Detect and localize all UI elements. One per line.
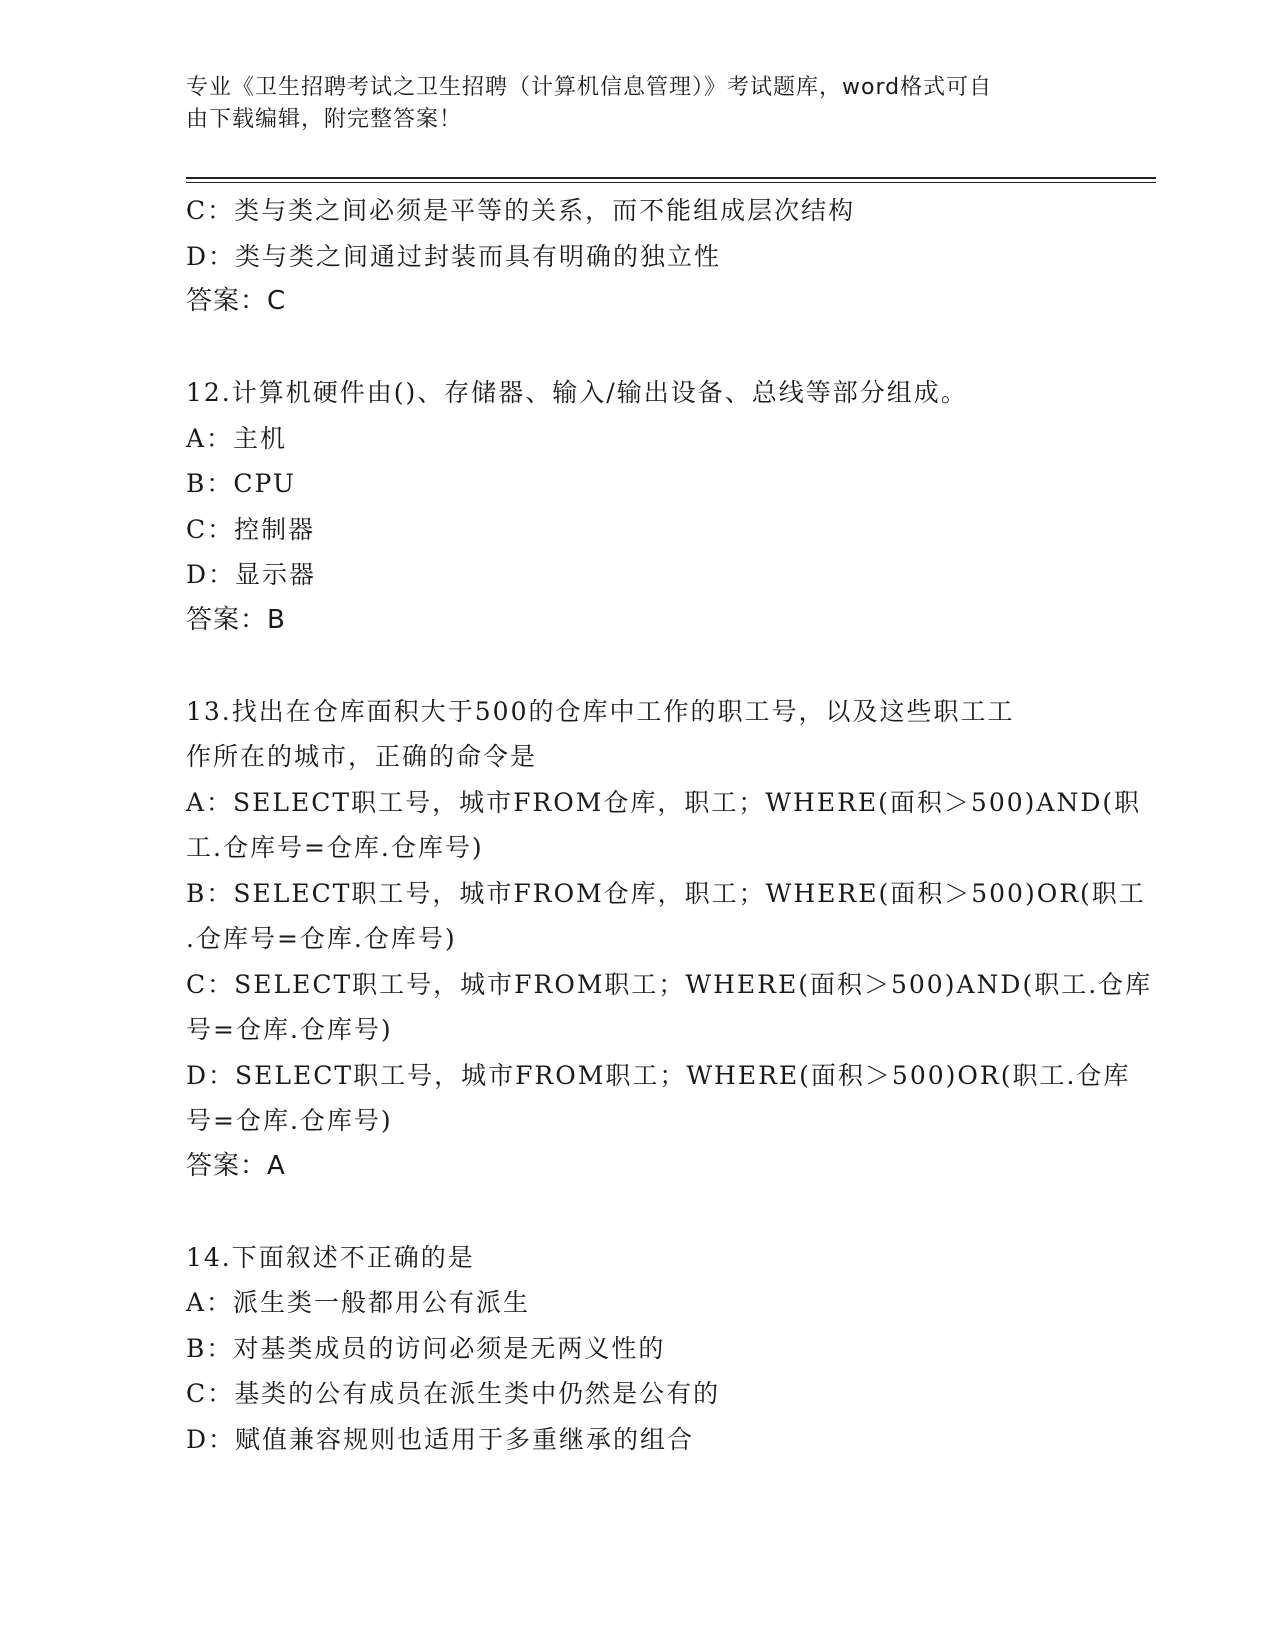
spacer [186,325,1086,371]
option-c: C：类与类之间必须是平等的关系，而不能组成层次结构 [186,196,856,225]
option-c: C：控制器 [186,514,316,544]
option-a-line-1: A：SELECT职工号，城市FROM仓库，职工；WHERE(面积＞500)AND(职 [186,787,1142,817]
question-stem: 12.计算机硬件由()、存储器、输入/输出设备、总线等部分组成。 [186,378,968,407]
question-content [186,188,1153,1462]
option-d-line-1: D：SELECT职工号，城市FROM职工；WHERE(面积＞500)OR(职工.仓库 [186,1060,1131,1090]
option-d-line-2: 号=仓库.仓库号) [186,1106,393,1135]
header-divider-thin [186,182,1156,183]
answer-label: 答案：C [186,286,287,316]
option-c: C：基类的公有成员在派生类中仍然是公有的 [186,1379,721,1408]
option-b: B：对基类成员的访问必须是无两义性的 [186,1333,666,1363]
option-c-line-2: 号=仓库.仓库号) [186,1015,393,1044]
option-d: D：显示器 [186,560,317,589]
answer-label: 答案：A [186,1150,286,1181]
option-b: B：CPU [186,469,296,498]
question-stem-line-2: 作所在的城市，正确的命令是 [186,742,538,771]
header-divider-thick [186,177,1156,179]
spacer [186,643,1086,689]
question-13 [186,689,1153,1190]
option-c-line-1: C：SELECT职工号，城市FROM职工；WHERE(面积＞500)AND(职工.仓库 [186,969,1153,999]
question-12 [186,370,1086,643]
question-stem-line-1: 13.找出在仓库面积大于500的仓库中工作的职工号，以及这些职工工 [186,696,1015,726]
option-a: A：派生类一般都用公有派生 [186,1288,531,1317]
answer-label: 答案：B [186,604,286,635]
question-11 [186,188,1086,325]
option-d: D：类与类之间通过封装而具有明确的独立性 [186,241,722,271]
option-b-line-2: .仓库号=仓库.仓库号) [186,924,457,953]
option-d: D：赋值兼容规则也适用于多重继承的组合 [186,1424,695,1454]
spacer [186,1189,1086,1235]
header-line-2: 由下载编辑，附完整答案！ [186,107,463,132]
option-a: A：主机 [186,423,288,453]
document-header [186,72,1066,136]
option-a-line-2: 工.仓库号=仓库.仓库号) [186,833,484,862]
question-stem: 14.下面叙述不正确的是 [186,1242,475,1272]
header-line-1: 专业《卫生招聘考试之卫生招聘（计算机信息管理）》考试题库，word格式可自 [186,75,993,100]
question-14 [186,1235,1086,1463]
option-b-line-1: B：SELECT职工号，城市FROM仓库，职工；WHERE(面积＞500)OR(职工 [186,878,1146,908]
